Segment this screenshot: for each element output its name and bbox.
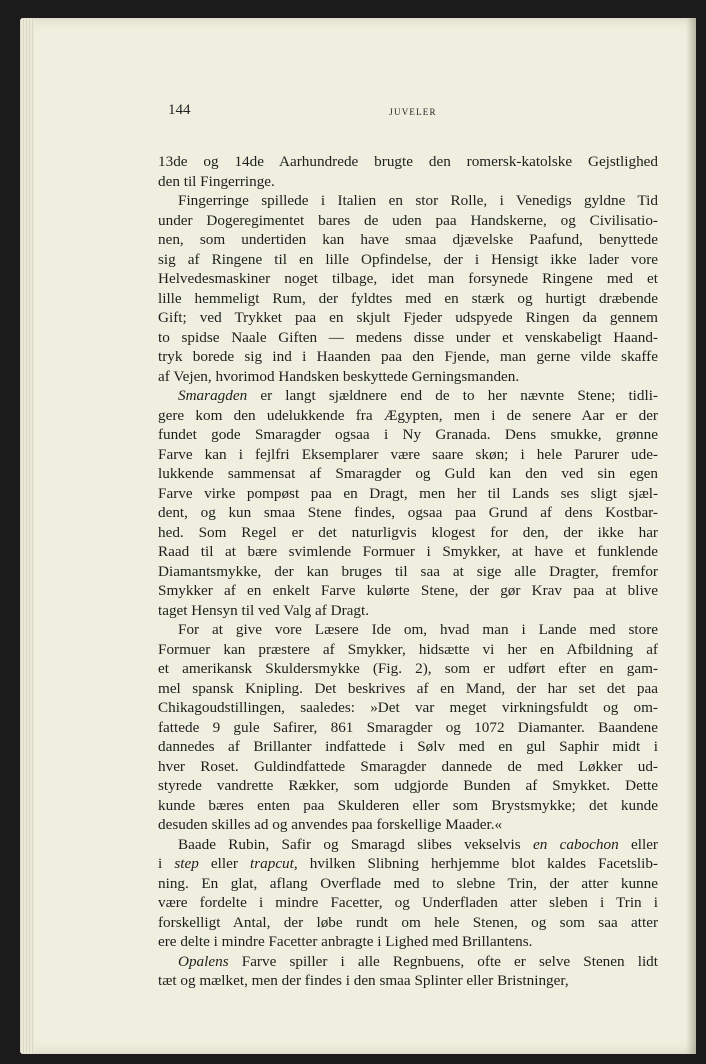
text-segment: For at give vore Læsere Ide om, hvad man i Lande med store [178, 621, 658, 638]
paragraph [158, 191, 658, 386]
text-line [158, 815, 658, 835]
text-segment: tryk borede sig ind i Haanden paa den Fjende, man gerne vilde skaffe [158, 348, 658, 365]
text-line [158, 425, 658, 445]
text-segment: to spidse Naale Giften — medens disse under et venskabeligt Haand- [158, 328, 658, 346]
paragraph [158, 952, 658, 991]
text-segment: eller [618, 835, 658, 853]
text-line [158, 679, 658, 699]
text-line [158, 913, 658, 933]
text-segment: eller [198, 855, 250, 872]
text-segment: Chikagoudstillingen, saaledes: »Det var meget virkningsfuldt og om- [158, 699, 658, 716]
text-line [158, 503, 658, 523]
text-line [158, 542, 658, 562]
text-segment: ning. En glat, aflang Overflade med to slebne Trin, der atter kunne [158, 874, 658, 892]
text-segment: under Dogeregimentet bares de uden paa Handskerne, og Civilisatio- [158, 211, 658, 229]
text-segment: lukkende sammensat af Smaragder og Guld kan den ved sin egen [158, 465, 658, 482]
text-segment: forskelligt Antal, der løbe rundt om hele Stenen, og som saa atter [158, 913, 658, 931]
text-line [158, 484, 658, 504]
text-line [158, 854, 658, 874]
page-number: 144 [168, 102, 191, 118]
text-line [158, 698, 658, 718]
text-segment: af Vejen, hvorimod Handsken beskyttede Gerningsmanden. [158, 367, 520, 385]
text-line [158, 581, 658, 601]
text-line [158, 269, 658, 289]
text-segment: taget Hensyn til ved Valg af Dragt. [158, 601, 370, 619]
text-line [158, 445, 658, 465]
text-segment: Diamantsmykke, der kan bruges til saa at sige alle Dragter, fremfor [158, 562, 658, 580]
text-line [158, 601, 658, 621]
text-segment: Smykker af en enkelt Farve kulørte Stene, der gør Krav paa at blive [158, 582, 658, 599]
text-segment: i [158, 855, 175, 872]
text-segment: dent, og kun smaa Stene findes, ogsaa paa Grund af dens Kostbar- [158, 504, 658, 521]
italic-term: step [174, 855, 199, 872]
paragraph [158, 835, 658, 952]
text-segment: mel spansk Knipling. Det beskrives af en Mand, der har set det paa [158, 679, 658, 697]
text-line [158, 328, 658, 348]
text-segment: fundet gode Smaragder ogsaa i Ny Granada. Dens smukke, grønne [158, 426, 658, 443]
text-segment: sig af Ringene til en lille Opfindelse, der i Hensigt ikke lader vore [158, 250, 658, 268]
text-line [158, 406, 658, 426]
italic-term: Opalens [178, 952, 229, 970]
text-line [158, 952, 658, 972]
text-line [158, 620, 658, 640]
text-line [158, 835, 658, 855]
text-line [158, 874, 658, 894]
text-line [158, 250, 658, 270]
text-line [158, 640, 658, 660]
text-line [158, 932, 658, 952]
text-line [158, 659, 658, 679]
text-segment: nen, som undertiden kan have smaa djævelske Paafund, benyttede [158, 231, 658, 248]
italic-term: Smaragden [178, 387, 248, 404]
text-segment: kunde bæres enten paa Skulderen eller som Brystsmykke; det kunde [158, 796, 658, 814]
italic-term: trapcut, [250, 855, 298, 872]
text-segment: hver Roset. Guldindfattede Smaragder dannede de med Løkker ud- [158, 757, 658, 775]
text-line [158, 562, 658, 582]
text-line [158, 464, 658, 484]
paragraph [158, 152, 658, 191]
text-segment: Farve virke pompøst paa en Dragt, men her til Lands ses sligt sjæl- [158, 484, 658, 502]
text-segment: Farve kan i fejlfri Eksemplarer være saare skøn; i hele Parurer ude- [158, 445, 658, 463]
paragraph [158, 620, 658, 835]
text-line [158, 367, 658, 387]
text-segment: fattede 9 gule Safirer, 861 Smaragder og 1072 Diamanter. Baandene [158, 718, 658, 736]
text-segment: desuden skilles ad og anvendes paa forskellige Maader.« [158, 816, 503, 833]
text-line [158, 211, 658, 231]
book-page [20, 18, 696, 1054]
text-line [158, 796, 658, 816]
text-line [158, 230, 658, 250]
text-line [158, 718, 658, 738]
running-title: JUVELER [389, 107, 437, 117]
text-segment: lille hemmeligt Rum, der fyldtes med en stærk og hurtigt dræbende [158, 289, 658, 307]
text-line [158, 386, 658, 406]
text-line [158, 191, 658, 211]
text-segment: dannedes af Brillanter indfattede i Sølv med en gul Saphir midt i [158, 738, 658, 755]
text-line [158, 152, 658, 172]
italic-term: en cabochon [532, 835, 619, 853]
text-segment: ere delte i mindre Facetter anbragte i Lighed med Brillantens. [158, 933, 533, 950]
text-line [158, 347, 658, 367]
text-line [158, 971, 658, 991]
text-line [158, 523, 658, 543]
paragraph [158, 386, 658, 620]
text-segment: den til Fingerringe. [158, 172, 275, 190]
text-segment: tæt og mælket, men der findes i den smaa Splinter eller Bristninger, [158, 972, 569, 989]
page-edges [20, 18, 34, 1054]
text-segment: Baade Rubin, Safir og Smaragd slibes vekselvis [178, 835, 533, 853]
text-segment: er langt sjældnere end de to her nævnte Stene; tidli- [247, 387, 658, 404]
text-line [158, 308, 658, 328]
text-segment: Formuer kan præstere af Smykker, hidsætte vi her en Afbildning af [158, 640, 658, 658]
text-segment: Gift; ved Trykket paa en skjult Fjeder udspyede Ringen da gennem [158, 309, 658, 326]
text-segment: hed. Som Regel er det naturligvis klogest for den, der ikke har [158, 523, 658, 541]
page-header [168, 102, 658, 126]
text-segment: styrede vandrette Rækker, som udgjorde Bunden af Smykket. Dette [158, 777, 658, 794]
body-text [158, 152, 658, 991]
text-segment: Raad til at bære svimlende Formuer i Smykker, at have et funklende [158, 543, 658, 560]
text-line [158, 893, 658, 913]
gutter-shadow [686, 18, 696, 1054]
text-segment: Farve spiller i alle Regnbuens, ofte er selve Stenen lidt [228, 952, 658, 970]
text-line [158, 737, 658, 757]
text-segment: Helvedesmaskiner noget tilbage, idet man forsynede Ringene med et [158, 270, 658, 287]
text-segment: være fordelte i mindre Facetter, og Underfladen atter sleben i Trin i [158, 894, 658, 911]
text-line [158, 757, 658, 777]
text-line [158, 289, 658, 309]
text-segment: hvilken Slibning herhjemme blot kaldes Facetslib- [297, 855, 658, 872]
text-segment: gere kom den udelukkende fra Ægypten, men i de senere Aar er der [158, 406, 658, 424]
text-segment: et amerikansk Skuldersmykke (Fig. 2), som er udført efter en gam- [158, 660, 658, 677]
text-segment: 13de og 14de Aarhundrede brugte den romersk-katolske Gejstlighed [158, 153, 658, 170]
text-line [158, 776, 658, 796]
text-segment: Fingerringe spillede i Italien en stor Rolle, i Venedigs gyldne Tid [178, 192, 658, 209]
text-line [158, 172, 658, 192]
